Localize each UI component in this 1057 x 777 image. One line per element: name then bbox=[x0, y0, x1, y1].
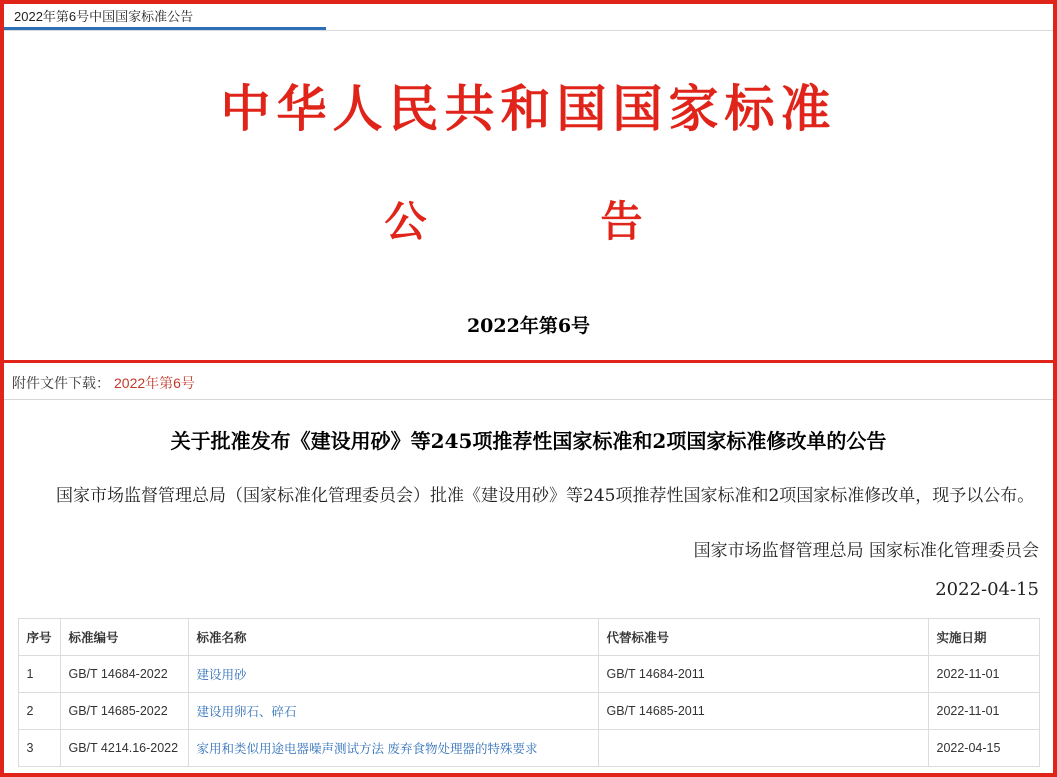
cell-no: 1 bbox=[18, 656, 60, 693]
cell-name bbox=[188, 730, 598, 767]
cell-code: GB/T 14684-2022 bbox=[60, 656, 188, 693]
cell-replaces: GB/T 14684-2011 bbox=[598, 656, 928, 693]
attachment-label: 附件文件下载： bbox=[12, 375, 110, 391]
article-body: 国家市场监督管理总局（国家标准化管理委员会）批准《建设用砂》等245项推荐性国家标准和2项国家标准修改单，现予以公布。 bbox=[56, 486, 1035, 506]
cell-name bbox=[188, 656, 598, 693]
standard-name-link[interactable]: 建设用砂 bbox=[196, 668, 247, 682]
cell-no: 2 bbox=[18, 693, 60, 730]
standard-name-link[interactable]: 建设用卵石、碎石 bbox=[196, 705, 297, 719]
browser-tab-title[interactable]: 2022年第6号中国国家标准公告 bbox=[14, 9, 194, 24]
table-row bbox=[18, 730, 1039, 767]
standard-name-link[interactable]: 家用和类似用途电器噪声测试方法 废弃食物处理器的特殊要求 bbox=[196, 742, 538, 756]
attachment-download-link[interactable]: 2022年第6号 bbox=[114, 375, 195, 391]
article-title: 关于批准发布《建设用砂》等245项推荐性国家标准和2项国家标准修改单的公告 bbox=[170, 429, 887, 453]
cell-code: GB/T 14685-2022 bbox=[60, 693, 188, 730]
table-header-replaces: 代替标准号 bbox=[598, 619, 928, 656]
issuer-signature: 国家市场监督管理总局 国家标准化管理委员会 bbox=[693, 541, 1039, 561]
table-header-name: 标准名称 bbox=[188, 619, 598, 656]
browser-tab-bar bbox=[4, 4, 1053, 31]
table-header-code: 标准编号 bbox=[60, 619, 188, 656]
issue-number: 2022年第6号 bbox=[466, 315, 591, 337]
page-title: 中华人民共和国国家标准 bbox=[220, 79, 837, 138]
issue-date: 2022-04-15 bbox=[935, 579, 1039, 600]
attachment-row bbox=[4, 363, 1053, 400]
table-header-no: 序号 bbox=[18, 619, 60, 656]
cell-replaces: GB/T 14685-2011 bbox=[598, 693, 928, 730]
table-row bbox=[18, 693, 1039, 730]
cell-code: GB/T 4214.16-2022 bbox=[60, 730, 188, 767]
table-row bbox=[18, 656, 1039, 693]
table-header-row bbox=[18, 619, 1039, 656]
cell-name bbox=[188, 693, 598, 730]
document-type-heading: 公 告 bbox=[384, 197, 673, 246]
cell-date: 2022-11-01 bbox=[928, 656, 1039, 693]
masthead bbox=[4, 69, 1053, 363]
cell-no: 3 bbox=[18, 730, 60, 767]
cell-date: 2022-04-15 bbox=[928, 730, 1039, 767]
standards-table bbox=[18, 618, 1040, 767]
cell-replaces bbox=[598, 730, 928, 767]
cell-date: 2022-11-01 bbox=[928, 693, 1039, 730]
tab-active-underline bbox=[4, 27, 326, 30]
table-header-date: 实施日期 bbox=[928, 619, 1039, 656]
